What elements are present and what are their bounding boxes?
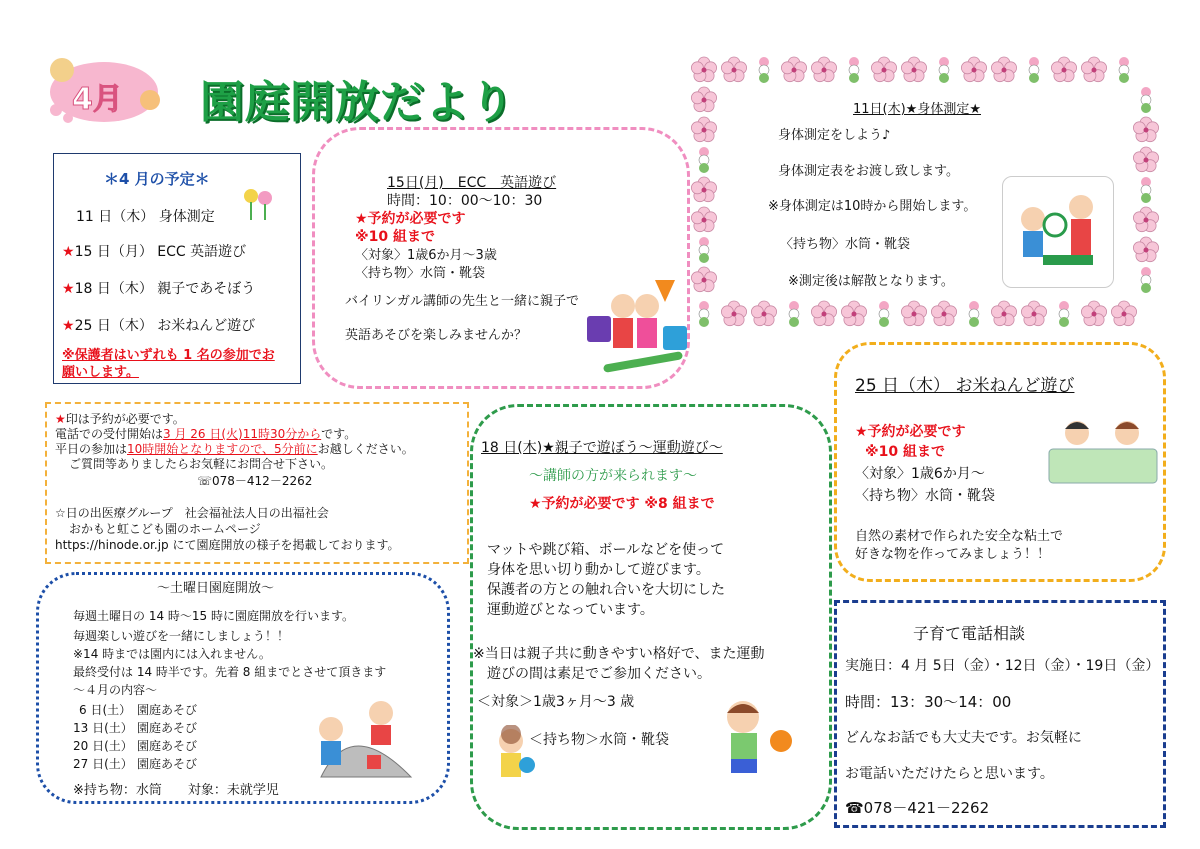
kids-abc-illustration bbox=[583, 276, 693, 376]
girl-ball-illustration bbox=[483, 725, 543, 795]
undo-note: ※当日は親子共に動きやすい格好で、また運動 bbox=[473, 646, 765, 662]
undo-title: 18 日(木)★親子で遊ぼう～運動遊び～ bbox=[481, 440, 723, 456]
schedule-note: 願いします。 bbox=[62, 365, 139, 380]
clay-box bbox=[834, 342, 1166, 582]
phone-desc: どんなお話でも大丈夫です。お気軽に bbox=[845, 730, 1082, 746]
ecc-box bbox=[312, 127, 690, 389]
clay-limit: ※10 組まで bbox=[865, 444, 945, 460]
sakura-flower-icon bbox=[1133, 147, 1158, 172]
sakura-flower-icon bbox=[901, 57, 926, 82]
dango-icon bbox=[1141, 87, 1151, 113]
dango-icon bbox=[1029, 57, 1039, 83]
phone-title: 子育て電話相談 bbox=[913, 624, 1026, 643]
notice-tel: ☏078－412－2262 bbox=[197, 474, 313, 488]
schedule-box bbox=[53, 153, 301, 384]
saturday-row: 27 日(土） 園庭あそび bbox=[73, 757, 198, 771]
undo-desc: マットや跳び箱、ボールなどを使って bbox=[487, 542, 725, 558]
phone-number[interactable]: ☎078－421－2262 bbox=[845, 799, 990, 817]
sakura-flower-icon bbox=[691, 207, 716, 232]
dango-icon bbox=[969, 301, 979, 327]
month-label: 4月 bbox=[72, 82, 123, 117]
sakura-flower-icon bbox=[811, 57, 836, 82]
sakura-flower-icon bbox=[691, 57, 716, 82]
saturday-line: 毎週楽しい遊びを一緒にしましょう！！ bbox=[73, 629, 290, 643]
ecc-desc: バイリンガル講師の先生と一緒に親子で bbox=[345, 294, 580, 309]
clay-desc: 好きな物を作ってみましょう！！ bbox=[855, 547, 1051, 562]
sokutei-box bbox=[690, 56, 1160, 328]
clay-target: 〈対象〉1歳6か月～ bbox=[855, 466, 985, 482]
ecc-title: 15日(月) ECC 英語遊び bbox=[387, 175, 557, 191]
sakura-flower-icon bbox=[1051, 57, 1076, 82]
saturday-footer: ※持ち物：水筒 対象：未就学児 bbox=[73, 783, 279, 798]
saturday-row: 20 日(土） 園庭あそび bbox=[73, 739, 198, 753]
undo-items: ＜持ち物＞水筒・靴袋 bbox=[529, 732, 669, 748]
undo-sub: ～講師の方が来られます～ bbox=[529, 468, 697, 484]
dango-icon bbox=[759, 57, 769, 83]
sakura-flower-icon bbox=[811, 301, 836, 326]
saturday-row: 13 日(土） 園庭あそび bbox=[73, 721, 198, 735]
sakura-flower-icon bbox=[1133, 207, 1158, 232]
boy-ball-illustration bbox=[709, 695, 799, 785]
undo-desc: 運動遊びとなっています。 bbox=[487, 602, 654, 618]
clay-title: 25 日（木） お米ねんど遊び bbox=[855, 376, 1075, 396]
dango-icon bbox=[699, 237, 709, 263]
dango-icon bbox=[789, 301, 799, 327]
dango-icon bbox=[879, 301, 889, 327]
schedule-item: ★25 日（木） お米ねんど遊び bbox=[62, 318, 256, 334]
dango-icon bbox=[1119, 57, 1129, 83]
clay-play-illustration bbox=[1043, 413, 1163, 489]
saturday-line: 最終受付は 14 時半です。先着 8 組までとさせて頂きます bbox=[73, 665, 387, 679]
sakura-flower-icon bbox=[721, 57, 746, 82]
schedule-item-text: 25 日（木） お米ねんど遊び bbox=[74, 318, 256, 334]
saturday-line: ※14 時までは園内には入れません。 bbox=[73, 647, 271, 661]
ecc-reserve: ★予約が必要です bbox=[355, 211, 466, 227]
sakura-flower-icon bbox=[1081, 57, 1106, 82]
undo-box bbox=[470, 404, 832, 830]
month-badge bbox=[62, 62, 162, 124]
dango-icon bbox=[1141, 177, 1151, 203]
sakura-flower-icon bbox=[691, 267, 716, 292]
sakura-flower-icon bbox=[991, 301, 1016, 326]
sakura-flower-icon bbox=[961, 57, 986, 82]
sokutei-line: ※測定後は解散となります。 bbox=[788, 274, 954, 289]
dango-icon bbox=[699, 301, 709, 327]
sakura-flower-icon bbox=[1133, 117, 1158, 142]
saturday-box bbox=[36, 572, 450, 804]
sakura-flower-icon bbox=[841, 301, 866, 326]
sakura-flower-icon bbox=[931, 301, 956, 326]
notice-line: 電話での受付開始は3 月 26 日(火)11時30分からです。 bbox=[55, 427, 357, 441]
schedule-item-text: 18 日（木） 親子であそぼう bbox=[74, 281, 256, 297]
undo-note: 遊びの間は素足でご参加ください。 bbox=[487, 666, 711, 682]
clay-reserve: ★予約が必要です bbox=[855, 424, 966, 440]
sokutei-title: 11日(木)★身体測定★ bbox=[853, 102, 981, 117]
phone-box bbox=[834, 600, 1166, 828]
sokutei-line: 身体測定表をお渡し致します。 bbox=[778, 164, 959, 179]
dango-icon bbox=[849, 57, 859, 83]
clay-desc: 自然の素材で作られた安全な粘土で bbox=[855, 529, 1064, 544]
schedule-heading: ＊4 月の予定＊ bbox=[104, 170, 210, 188]
sakura-flower-icon bbox=[901, 301, 926, 326]
sakura-flower-icon bbox=[691, 117, 716, 142]
sakura-flower-icon bbox=[721, 301, 746, 326]
undo-reserve: ★予約が必要です ※8 組まで bbox=[529, 496, 715, 512]
sakura-flower-icon bbox=[871, 57, 896, 82]
schedule-item: ★15 日（月） ECC 英語遊び bbox=[62, 244, 247, 260]
saturday-title: ～土曜日園庭開放～ bbox=[157, 581, 275, 596]
notice-line: ☆日の出医療グループ 社会福祉法人日の出福社会 bbox=[55, 506, 329, 520]
undo-desc: 身体を思い切り動かして遊びます。 bbox=[487, 562, 710, 578]
schedule-item-text: 15 日（月） ECC 英語遊び bbox=[74, 244, 247, 260]
page-title: 園庭開放だより bbox=[200, 77, 515, 128]
schedule-item: 11 日（木） 身体測定 bbox=[76, 209, 215, 225]
dango-icon bbox=[1059, 301, 1069, 327]
scale-illustration bbox=[1002, 176, 1114, 288]
notice-line: ご質問等ありましたらお気軽にお問合せ下さい。 bbox=[69, 457, 334, 471]
sakura-flower-icon bbox=[1111, 301, 1136, 326]
schedule-item: ★18 日（木） 親子であそぼう bbox=[62, 281, 256, 297]
sakura-flower-icon bbox=[691, 177, 716, 202]
sakura-flower-icon bbox=[1021, 301, 1046, 326]
sandbox-illustration bbox=[301, 685, 421, 781]
phone-time: 時間：13：30～14：00 bbox=[845, 693, 1012, 711]
sakura-flower-icon bbox=[991, 57, 1016, 82]
phone-desc: お電話いただけたらと思います。 bbox=[845, 766, 1054, 782]
homepage-url[interactable]: https://hinode.or.jp にて園庭開放の様子を掲載しております。 bbox=[55, 538, 400, 552]
dango-icon bbox=[1141, 267, 1151, 293]
ecc-desc: 英語あそびを楽しみませんか？ bbox=[345, 328, 528, 343]
ecc-time: 時間：10：00～10：30 bbox=[387, 193, 543, 209]
ecc-limit: ※10 組まで bbox=[355, 229, 435, 245]
sakura-flower-icon bbox=[691, 87, 716, 112]
undo-target: ＜対象＞1歳3ヶ月～3 歳 bbox=[477, 694, 635, 710]
notice-line: ★印は予約が必要です。 bbox=[55, 412, 185, 426]
tulip-icon bbox=[239, 184, 279, 224]
saturday-line: 毎週土曜日の 14 時～15 時に園庭開放を行います。 bbox=[73, 609, 355, 623]
sakura-flower-icon bbox=[1133, 237, 1158, 262]
sokutei-line: ※身体測定は10時から開始します。 bbox=[768, 199, 977, 214]
undo-desc: 保護者の方との触れ合いを大切にした bbox=[487, 582, 725, 598]
sakura-flower-icon bbox=[751, 301, 776, 326]
sokutei-line: 身体測定をしよう♪ bbox=[778, 128, 891, 143]
notice-line: おかもと虹こども園のホームページ bbox=[69, 522, 261, 536]
saturday-line: ～４月の内容～ bbox=[73, 683, 158, 697]
sakura-flower-icon bbox=[781, 57, 806, 82]
clay-items: 〈持ち物〉水筒・靴袋 bbox=[855, 488, 995, 504]
ecc-target: 〈対象〉1歳6か月～3歳 bbox=[355, 248, 497, 263]
dango-icon bbox=[699, 147, 709, 173]
phone-days: 実施日：4 月 5日（金）・12日（金）・19日（金） bbox=[845, 658, 1160, 674]
sokutei-line: 〈持ち物〉水筒・靴袋 bbox=[780, 237, 911, 252]
notice-box bbox=[45, 402, 469, 564]
saturday-row: 6 日(土） 園庭あそび bbox=[79, 703, 198, 717]
ecc-items: 〈持ち物〉水筒・靴袋 bbox=[355, 266, 486, 281]
dango-icon bbox=[939, 57, 949, 83]
schedule-note: ※保護者はいずれも 1 名の参加でお bbox=[62, 348, 275, 363]
notice-line: 平日の参加は10時開始となりますので、5分前にお越しください。 bbox=[55, 442, 414, 456]
sakura-flower-icon bbox=[1081, 301, 1106, 326]
